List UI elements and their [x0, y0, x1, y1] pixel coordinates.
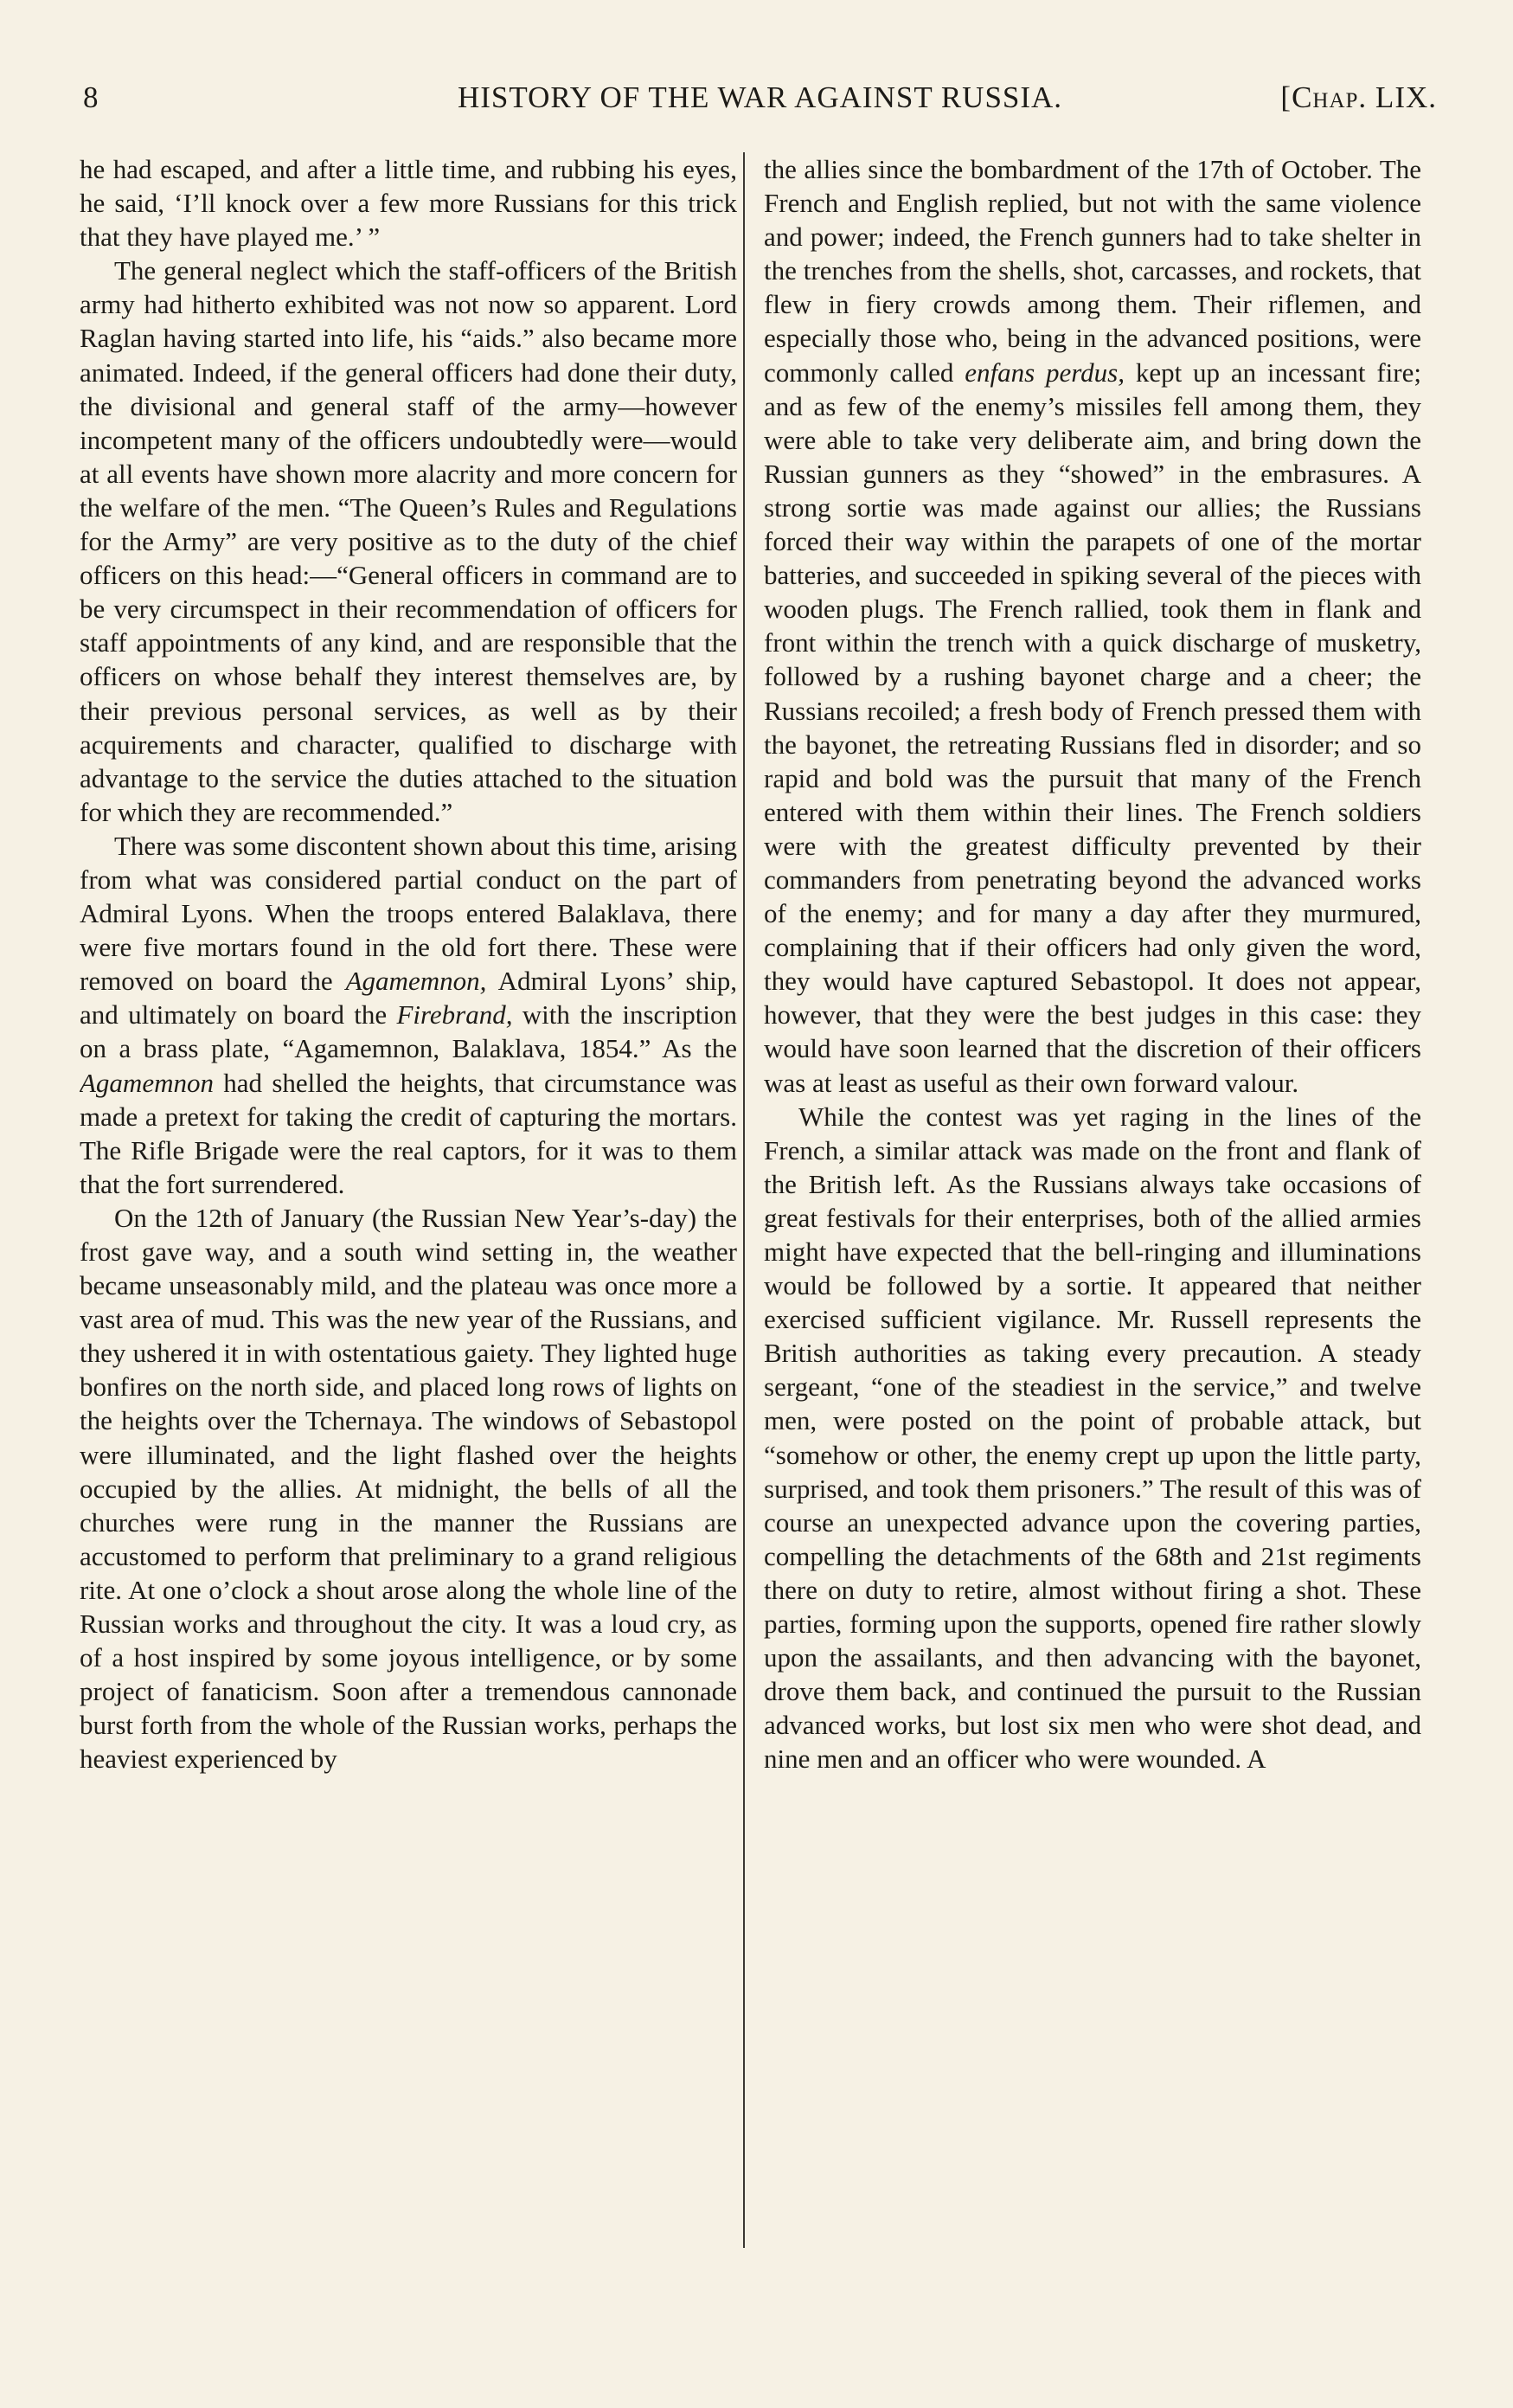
left-paragraph-1: he had escaped, and after a little time, and rubbing his eyes, he said, ‘I’ll knock over a few more Russians for this trick that they have played me.’ ” — [80, 154, 737, 253]
column-divider — [743, 152, 745, 2248]
right-paragraph-1 — [764, 152, 1421, 1100]
ship-name-italic: Firebrand, — [396, 999, 513, 1031]
left-paragraph-2: The general neglect which the staff-officers of the British army had hitherto exhibited was not now so apparent. Lord Raglan having started into life, his “aids.” also became more animated. Indeed, if the general officers had done their duty, the divisional and general staff of the army—however incompetent many of the officers undoubtedly were—would at all events have shown more alacrity and more concern for the welfare of the men. “The Queen’s Rules and Regulations for the Army” are very positive as to the duty of the chief officers on this head:—“General officers in command are to be very circumspect in their recommendation of officers for staff appointments of any kind, and are responsible that the officers on whose behalf they interest themselves are, by their previous personal services, as well as by their acquirements and character, qualified to discharge with advantage to the service the duties attached to the situation for which they are recommended.” — [80, 255, 737, 827]
page-number: 8 — [83, 80, 99, 114]
text-span: had shelled the heights, that circumstance was made a pretext for taking the credit of capturing the mortars. The Rifle Brigade were the real captors, for it was to them that the fort surrendered. — [80, 1067, 737, 1199]
text-span: There was some discontent shown about this time, arising from what was considered partial conduct on the part of Admiral Lyons. When the troops entered Balaklava, there were five mortars found in the old fort there. These were removed on board the — [80, 830, 737, 997]
running-title: HISTORY OF THE WAR AGAINST RUSSIA. — [457, 80, 1063, 114]
right-paragraph-2: While the contest was yet raging in the lines of the French, a similar attack was made on the front and flank of the British left. As the Russians always take occasions of great festivals for their enterprises, both of the allied armies might have expected that the bell-ringing and illuminations would be followed by a sortie. It appeared that neither exercised sufficient vigilance. Mr. Russell represents the British authorities as taking every precaution. A steady sergeant, “one of the steadiest in the service,” and twelve men, were posted on the point of probable attack, but “somehow or other, the enemy crept up upon the little party, surprised, and took them prisoners.” The result of this was of course an unexpected advance upon the covering parties, compelling the detachments of the 68th and 21st regiments there on duty to retire, almost without firing a shot. These parties, forming upon the supports, opened fire rather slowly upon the assailants, and then advancing with the bayonet, drove them back, and continued the pursuit to the Russian advanced works, but lost six men who were shot dead, and nine men and an officer who were wounded. A — [764, 1101, 1421, 1775]
text-span: with the inscription on a brass plate, “Agamemnon, Balaklava, 1854.” As the — [80, 999, 737, 1064]
left-paragraph-4: On the 12th of January (the Russian New Year’s-day) the frost gave way, and a south wind setting in, the weather became unseasonably mild, and the plateau was once more a vast area of mud. This was the new year of the Russians, and they ushered it in with ostentatious gaiety. They lighted huge bonfires on the north side, and placed long rows of lights on the heights over the Tchernaya. The windows of Sebastopol were illuminated, and the light flashed over the heights occupied by the allies. At midnight, the bells of all the churches were rung in the manner the Russians are accustomed to perform that preliminary to a grand religious rite. At one o’clock a shout arose along the whole line of the Russian works and throughout the city. It was a loud cry, as of a host inspired by some joyous intelligence, or by some project of fanaticism. Soon after a tremendous cannonade burst forth from the whole of the Russian works, perhaps the heaviest experienced by — [80, 1202, 737, 1775]
ship-name-italic: Agamemnon, — [345, 966, 487, 997]
left-paragraph-3 — [80, 829, 737, 1201]
text-span: kept up an incessant fire; and as few of the enemy’s missiles fell among them, they were able to take very deliberate aim, and bring down the Russian gunners as they “showed” in the embrasures. A strong sortie was made against our allies; the Russians forced their way within the parapets of one of the mortar batteries, and succeeded in spiking several of the pieces with wooden plugs. The French rallied, took them in flank and front within the trench with a quick discharge of musketry, followed by a rushing bayonet charge and a cheer; the Russians recoiled; a fresh body of French pressed them with the bayonet, the retreating Russians fled in disorder; and so rapid and bold was the pursuit that many of the French entered with them within their lines. The French soldiers were with the greatest difficulty prevented by their commanders from penetrating beyond the advanced works of the enemy; and for many a day after they murmured, complaining that if their officers had only given the word, they would have captured Sebastopol. It does not appear, however, that they were the best judges in this case: they would have soon learned that the discretion of their officers was at least as useful as their own forward valour. — [764, 356, 1421, 1098]
right-text-column — [764, 152, 1421, 2264]
ship-name-italic: Agamemnon — [80, 1067, 214, 1098]
italic-phrase: enfans perdus, — [965, 356, 1125, 388]
text-span: the allies since the bombardment of the 17th of October. The French and English replied, but not with the same violence and power; indeed, the French gunners had to take shelter in the trenches from the shells, shot, carcasses, and rockets, that flew in fiery crowds among them. Their riflemen, and especially those who, being in the advanced positions, were commonly called — [764, 154, 1421, 388]
left-text-column — [80, 152, 737, 2264]
chapter-label: [Chap. LIX. — [1280, 80, 1437, 114]
text-span: Admiral Lyons’ ship, and ultimately on board the — [80, 966, 737, 1031]
running-header — [83, 80, 1437, 124]
